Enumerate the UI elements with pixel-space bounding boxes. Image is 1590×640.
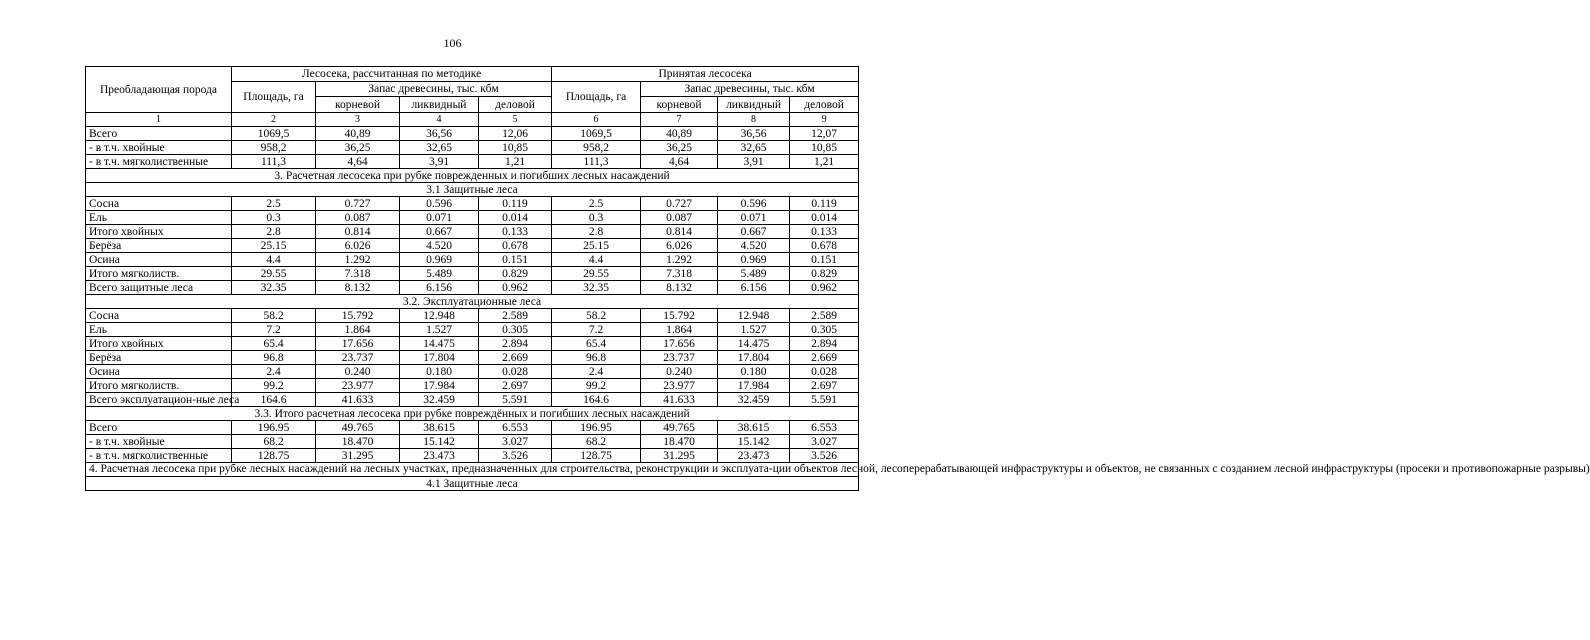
header-stock: Запас древесины, тыс. кбм <box>641 82 859 97</box>
row-label: Итого хвойных <box>86 225 232 239</box>
table-row <box>86 449 859 463</box>
cell-value: 2.8 <box>552 225 641 239</box>
cell-value: 0.727 <box>641 197 718 211</box>
subsection-title: 4.1 Защитные леса <box>86 477 859 491</box>
cell-value: 2.5 <box>232 197 316 211</box>
row-label: Ель <box>86 323 232 337</box>
cell-value: 17.804 <box>718 351 790 365</box>
header-area: Площадь, га <box>232 82 316 113</box>
cell-value: 12.948 <box>400 309 479 323</box>
cell-value: 38.615 <box>718 421 790 435</box>
cell-value: 0.814 <box>316 225 400 239</box>
section-title: 4. Расчетная лесосека при рубке лесных насаждений на лесных участках, предназначенных для строительства, реконструкции и эксплуата-ции объектов лесной, лесоперерабатывающей инфраструктуры и объектов, не связанных с созданием лесной инфраструктуры (просеки и противопожарные разрывы) <box>86 463 859 477</box>
row-label: - в т.ч. мягколиственные <box>86 155 232 169</box>
cell-value: 2.669 <box>479 351 552 365</box>
cell-value: 0.087 <box>641 211 718 225</box>
cell-value: 0.596 <box>400 197 479 211</box>
cell-value: 0.133 <box>790 225 859 239</box>
cell-value: 2.894 <box>479 337 552 351</box>
section-row <box>86 169 859 183</box>
cell-value: 111,3 <box>552 155 641 169</box>
forest-cutting-table <box>85 66 1590 491</box>
cell-value: 6.026 <box>316 239 400 253</box>
column-number: 2 <box>232 113 316 127</box>
header-liquid: ликвидный <box>400 97 479 113</box>
cell-value: 3.027 <box>790 435 859 449</box>
cell-value: 17.656 <box>316 337 400 351</box>
cell-value: 164.6 <box>232 393 316 407</box>
cell-value: 49.765 <box>641 421 718 435</box>
cell-value: 0.962 <box>479 281 552 295</box>
cell-value: 58.2 <box>232 309 316 323</box>
cell-value: 36,25 <box>641 141 718 155</box>
row-label: Ель <box>86 211 232 225</box>
cell-value: 3,91 <box>718 155 790 169</box>
section-title: 3. Расчетная лесосека при рубке поврежденных и погибших лесных насаждений <box>86 169 859 183</box>
cell-value: 2.4 <box>232 365 316 379</box>
cell-value: 4.520 <box>400 239 479 253</box>
cell-value: 164.6 <box>552 393 641 407</box>
cell-value: 15.792 <box>316 309 400 323</box>
cell-value: 1,21 <box>790 155 859 169</box>
cell-value: 18.470 <box>641 435 718 449</box>
cell-value: 14.475 <box>400 337 479 351</box>
column-number: 8 <box>718 113 790 127</box>
cell-value: 32.35 <box>552 281 641 295</box>
cell-value: 32.459 <box>718 393 790 407</box>
cell-value: 2.589 <box>479 309 552 323</box>
cell-value: 96.8 <box>232 351 316 365</box>
subsection-title: 3.1 Защитные леса <box>86 183 859 197</box>
cell-value: 96.8 <box>552 351 641 365</box>
table-row <box>86 225 859 239</box>
cell-value: 196.95 <box>232 421 316 435</box>
cell-value: 31.295 <box>316 449 400 463</box>
cell-value: 0.667 <box>718 225 790 239</box>
cell-value: 0.829 <box>479 267 552 281</box>
cell-value: 0.3 <box>552 211 641 225</box>
cell-value: 8.132 <box>316 281 400 295</box>
cell-value: 0.071 <box>718 211 790 225</box>
cell-value: 29.55 <box>552 267 641 281</box>
cell-value: 7.318 <box>316 267 400 281</box>
table-row <box>86 281 859 295</box>
cell-value: 41.633 <box>641 393 718 407</box>
cell-value: 1069,5 <box>232 127 316 141</box>
table-row <box>86 197 859 211</box>
cell-value: 23.473 <box>400 449 479 463</box>
cell-value: 99.2 <box>232 379 316 393</box>
cell-value: 4.4 <box>232 253 316 267</box>
cell-value: 0.305 <box>790 323 859 337</box>
header-root: корневой <box>641 97 718 113</box>
cell-value: 32.459 <box>400 393 479 407</box>
cell-value: 1069,5 <box>552 127 641 141</box>
subsection-title: 3.2. Эксплуатационные леса <box>86 295 859 309</box>
row-label: Итого мягколиств. <box>86 379 232 393</box>
cell-value: 40,89 <box>316 127 400 141</box>
cell-value: 6.553 <box>479 421 552 435</box>
column-number-row <box>86 113 859 127</box>
header-stock: Запас древесины, тыс. кбм <box>316 82 552 97</box>
cell-value: 0.014 <box>479 211 552 225</box>
cell-value: 2.8 <box>232 225 316 239</box>
table-row <box>86 141 859 155</box>
cell-value: 32,65 <box>718 141 790 155</box>
cell-value: 0.028 <box>790 365 859 379</box>
column-number: 5 <box>479 113 552 127</box>
table-row <box>86 267 859 281</box>
header-liquid: ликвидный <box>718 97 790 113</box>
column-number: 3 <box>316 113 400 127</box>
cell-value: 0.962 <box>790 281 859 295</box>
row-label: Всего защитные леса <box>86 281 232 295</box>
cell-value: 128.75 <box>232 449 316 463</box>
table-row <box>86 127 859 141</box>
table-row <box>86 309 859 323</box>
cell-value: 6.553 <box>790 421 859 435</box>
cell-value: 0.014 <box>790 211 859 225</box>
cell-value: 3.027 <box>479 435 552 449</box>
cell-value: 0.305 <box>479 323 552 337</box>
cell-value: 4,64 <box>316 155 400 169</box>
table-row <box>86 211 859 225</box>
cell-value: 128.75 <box>552 449 641 463</box>
cell-value: 1.292 <box>641 253 718 267</box>
cell-value: 6.156 <box>718 281 790 295</box>
cell-value: 4,64 <box>641 155 718 169</box>
cell-value: 0.678 <box>790 239 859 253</box>
cell-value: 2.697 <box>790 379 859 393</box>
header-accepted-cutting: Принятая лесосека <box>552 67 859 82</box>
cell-value: 23.977 <box>316 379 400 393</box>
cell-value: 0.133 <box>479 225 552 239</box>
cell-value: 15.142 <box>718 435 790 449</box>
cell-value: 25.15 <box>552 239 641 253</box>
cell-value: 5.591 <box>790 393 859 407</box>
cell-value: 15.142 <box>400 435 479 449</box>
cell-value: 36,56 <box>400 127 479 141</box>
cell-value: 7.2 <box>552 323 641 337</box>
cell-value: 32,65 <box>400 141 479 155</box>
cell-value: 6.156 <box>400 281 479 295</box>
row-label: Всего <box>86 127 232 141</box>
cell-value: 23.737 <box>641 351 718 365</box>
cell-value: 7.2 <box>232 323 316 337</box>
table-row <box>86 365 859 379</box>
section-row <box>86 407 859 421</box>
table-row <box>86 337 859 351</box>
cell-value: 5.591 <box>479 393 552 407</box>
cell-value: 41.633 <box>316 393 400 407</box>
row-label: Берёза <box>86 239 232 253</box>
cell-value: 17.656 <box>641 337 718 351</box>
cell-value: 29.55 <box>232 267 316 281</box>
cell-value: 7.318 <box>641 267 718 281</box>
cell-value: 2.589 <box>790 309 859 323</box>
cell-value: 0.667 <box>400 225 479 239</box>
header-business: деловой <box>479 97 552 113</box>
table-row <box>86 253 859 267</box>
cell-value: 23.977 <box>641 379 718 393</box>
cell-value: 0.180 <box>718 365 790 379</box>
cell-value: 0.727 <box>316 197 400 211</box>
cell-value: 65.4 <box>552 337 641 351</box>
table-row <box>86 351 859 365</box>
cell-value: 1.864 <box>641 323 718 337</box>
cell-value: 68.2 <box>232 435 316 449</box>
cell-value: 958,2 <box>232 141 316 155</box>
section-row <box>86 295 859 309</box>
cell-value: 12,06 <box>479 127 552 141</box>
column-number: 1 <box>86 113 232 127</box>
cell-value: 0.596 <box>718 197 790 211</box>
header-area: Площадь, га <box>552 82 641 113</box>
cell-value: 1.527 <box>400 323 479 337</box>
cell-value: 1.527 <box>718 323 790 337</box>
cell-value: 2.894 <box>790 337 859 351</box>
cell-value: 2.4 <box>552 365 641 379</box>
cell-value: 0.240 <box>316 365 400 379</box>
cell-value: 23.737 <box>316 351 400 365</box>
column-number: 9 <box>790 113 859 127</box>
cell-value: 0.119 <box>479 197 552 211</box>
cell-value: 5.489 <box>400 267 479 281</box>
cell-value: 4.4 <box>552 253 641 267</box>
row-label: Сосна <box>86 197 232 211</box>
cell-value: 49.765 <box>316 421 400 435</box>
cell-value: 65.4 <box>232 337 316 351</box>
cell-value: 36,25 <box>316 141 400 155</box>
table-row <box>86 323 859 337</box>
row-label: Всего эксплуатацион-ные леса <box>86 393 232 407</box>
row-label: Осина <box>86 365 232 379</box>
cell-value: 0.151 <box>790 253 859 267</box>
cell-value: 1.292 <box>316 253 400 267</box>
cell-value: 17.984 <box>400 379 479 393</box>
header-root: корневой <box>316 97 400 113</box>
cell-value: 0.814 <box>641 225 718 239</box>
table-row <box>86 379 859 393</box>
cell-value: 38.615 <box>400 421 479 435</box>
cell-value: 18.470 <box>316 435 400 449</box>
row-label: Осина <box>86 253 232 267</box>
header-method-cutting: Лесосека, рассчитанная по методике <box>232 67 552 82</box>
cell-value: 196.95 <box>552 421 641 435</box>
cell-value: 1.864 <box>316 323 400 337</box>
cell-value: 0.180 <box>400 365 479 379</box>
row-label: Итого хвойных <box>86 337 232 351</box>
row-label: - в т.ч. мягколиственные <box>86 449 232 463</box>
cell-value: 12,07 <box>790 127 859 141</box>
header-business: деловой <box>790 97 859 113</box>
section-row <box>86 183 859 197</box>
cell-value: 12.948 <box>718 309 790 323</box>
table-row <box>86 155 859 169</box>
cell-value: 111,3 <box>232 155 316 169</box>
table-row <box>86 421 859 435</box>
cell-value: 3.526 <box>479 449 552 463</box>
cell-value: 17.984 <box>718 379 790 393</box>
row-label: - в т.ч. хвойные <box>86 141 232 155</box>
cell-value: 0.678 <box>479 239 552 253</box>
cell-value: 958,2 <box>552 141 641 155</box>
cell-value: 31.295 <box>641 449 718 463</box>
cell-value: 0.151 <box>479 253 552 267</box>
column-number: 6 <box>552 113 641 127</box>
row-label: Итого мягколиств. <box>86 267 232 281</box>
cell-value: 10,85 <box>479 141 552 155</box>
cell-value: 58.2 <box>552 309 641 323</box>
cell-value: 14.475 <box>718 337 790 351</box>
subsection-title: 3.3. Итого расчетная лесосека при рубке повреждённых и погибших лесных насаждений <box>86 407 859 421</box>
cell-value: 2.697 <box>479 379 552 393</box>
cell-value: 10,85 <box>790 141 859 155</box>
cell-value: 0.829 <box>790 267 859 281</box>
column-number: 4 <box>400 113 479 127</box>
cell-value: 15.792 <box>641 309 718 323</box>
cell-value: 99.2 <box>552 379 641 393</box>
cell-value: 1,21 <box>479 155 552 169</box>
row-label: Сосна <box>86 309 232 323</box>
cell-value: 25.15 <box>232 239 316 253</box>
cell-value: 0.240 <box>641 365 718 379</box>
cell-value: 36,56 <box>718 127 790 141</box>
cell-value: 2.5 <box>552 197 641 211</box>
table-row <box>86 393 859 407</box>
cell-value: 40,89 <box>641 127 718 141</box>
cell-value: 5.489 <box>718 267 790 281</box>
section-row <box>86 463 859 477</box>
header-species: Преобладающая порода <box>86 67 232 113</box>
column-number: 7 <box>641 113 718 127</box>
cell-value: 2.669 <box>790 351 859 365</box>
cell-value: 0.028 <box>479 365 552 379</box>
row-label: Всего <box>86 421 232 435</box>
cell-value: 4.520 <box>718 239 790 253</box>
cell-value: 17.804 <box>400 351 479 365</box>
row-label: - в т.ч. хвойные <box>86 435 232 449</box>
table-row <box>86 435 859 449</box>
cell-value: 0.119 <box>790 197 859 211</box>
cell-value: 3.526 <box>790 449 859 463</box>
cell-value: 8.132 <box>641 281 718 295</box>
cell-value: 0.071 <box>400 211 479 225</box>
cell-value: 0.087 <box>316 211 400 225</box>
page-number: 106 <box>443 36 462 50</box>
row-label: Берёза <box>86 351 232 365</box>
table-row <box>86 239 859 253</box>
cell-value: 0.3 <box>232 211 316 225</box>
cell-value: 68.2 <box>552 435 641 449</box>
cell-value: 0.969 <box>718 253 790 267</box>
cell-value: 3,91 <box>400 155 479 169</box>
section-row <box>86 477 859 491</box>
cell-value: 6.026 <box>641 239 718 253</box>
cell-value: 23.473 <box>718 449 790 463</box>
cell-value: 32.35 <box>232 281 316 295</box>
cell-value: 0.969 <box>400 253 479 267</box>
